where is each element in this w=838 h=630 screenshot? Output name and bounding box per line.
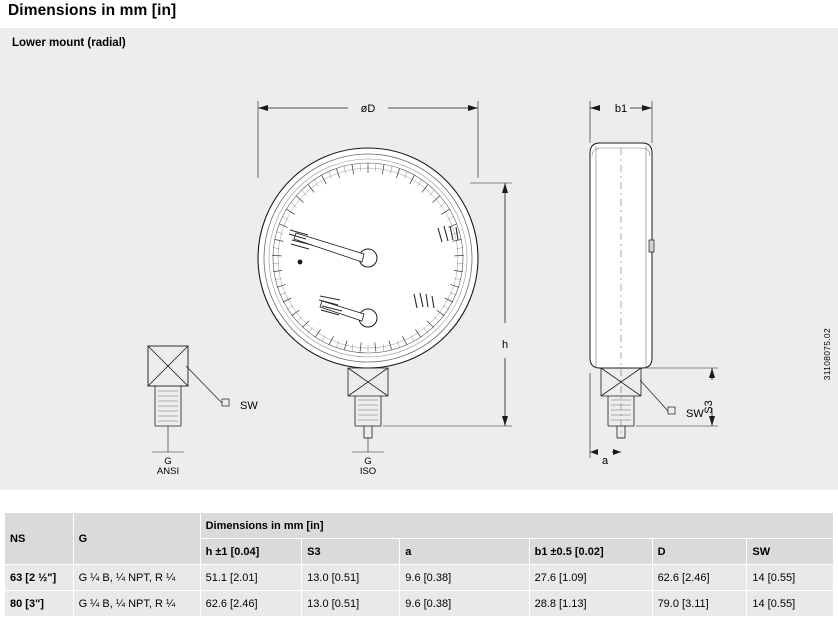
table-row (5, 565, 834, 591)
cell-b1: 28.8 [1.13] (529, 591, 652, 617)
header-s3: S3 (302, 539, 400, 565)
label-sw-left: SW (240, 400, 258, 412)
label-h: h (501, 339, 509, 351)
cell-a: 9.6 [0.38] (400, 565, 529, 591)
cell-ns: 63 [2 ½"] (5, 565, 74, 591)
dimensions-table (4, 512, 834, 617)
header-a: a (400, 539, 529, 565)
label-diameter: øD (360, 103, 376, 115)
cell-a: 9.6 [0.38] (400, 591, 529, 617)
cell-b1: 27.6 [1.09] (529, 565, 652, 591)
cell-sw: 14 [0.55] (747, 565, 834, 591)
label-g-ansi-top: G (164, 456, 172, 467)
label-sw-right: SW (686, 408, 704, 420)
drawing-panel (0, 28, 838, 490)
label-g-iso-bottom: ISO (359, 466, 377, 477)
header-d: D (652, 539, 747, 565)
header-sw: SW (747, 539, 834, 565)
header-h: h ±1 [0.04] (200, 539, 302, 565)
page-title: Dimensions in mm [in] (8, 2, 177, 19)
cell-h: 51.1 [2.01] (200, 565, 302, 591)
label-a: a (601, 455, 609, 467)
cell-g: G ¼ B, ¼ NPT, R ¼ (73, 591, 200, 617)
cell-d: 62.6 [2.46] (652, 565, 747, 591)
technical-drawing (0, 28, 838, 490)
cell-d: 79.0 [3.11] (652, 591, 747, 617)
label-s3: S3 (703, 400, 715, 414)
drawing-subtitle: Lower mount (radial) (12, 37, 126, 49)
cell-s3: 13.0 [0.51] (302, 591, 400, 617)
label-g-ansi-bottom: ANSI (156, 466, 180, 477)
header-ns: NS (5, 513, 74, 565)
label-b1: b1 (614, 103, 628, 115)
cell-s3: 13.0 [0.51] (302, 565, 400, 591)
label-g-iso-top: G (364, 456, 372, 467)
table-row (5, 591, 834, 617)
document-code: 31108075.02 (822, 328, 832, 381)
cell-g: G ¼ B, ¼ NPT, R ¼ (73, 565, 200, 591)
header-b1: b1 ±0.5 [0.02] (529, 539, 652, 565)
cell-ns: 80 [3"] (5, 591, 74, 617)
header-g: G (73, 513, 200, 565)
cell-h: 62.6 [2.46] (200, 591, 302, 617)
table-header-row-1 (5, 513, 834, 539)
header-group-dimensions: Dimensions in mm [in] (200, 513, 833, 539)
cell-sw: 14 [0.55] (747, 591, 834, 617)
